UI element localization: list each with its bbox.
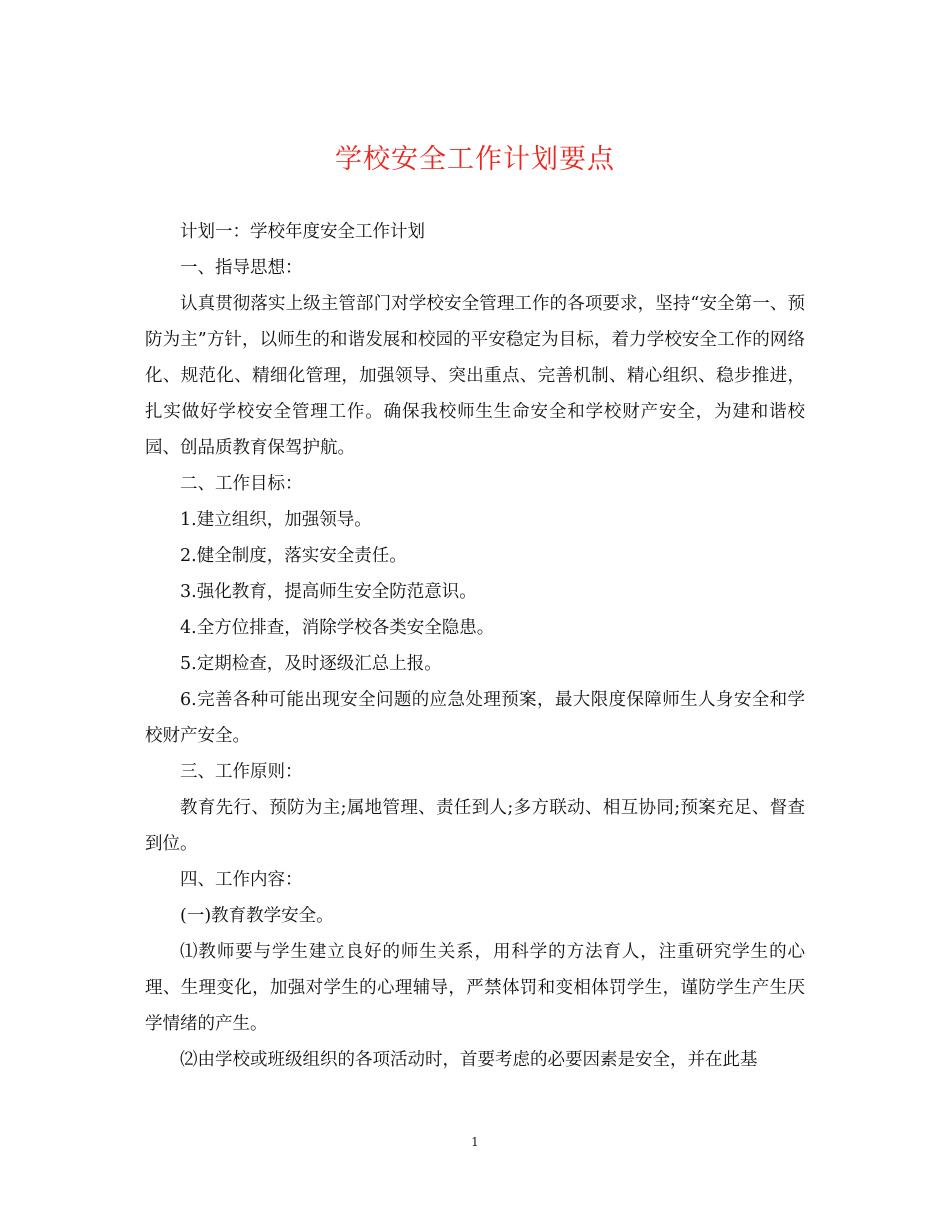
document-title: 学校安全工作计划要点 — [335, 144, 615, 175]
paragraph-item-2: ⑵由学校或班级组织的各项活动时，首要考虑的必要因素是安全，并在此基 — [180, 1050, 758, 1070]
paragraph-section-4-heading: 四、工作内容： — [180, 870, 303, 890]
paragraph-guiding-thought: 认真贯彻落实上级主管部门对学校安全管理工作的各项要求，坚持“安全第一、预防为主”方针，以师生的和谐发展和校园的平安稳定为目标，着力学校安全工作的网络化、规范化、精细化管理，加强领导、突出重点、完善机制、精心组织、稳步推进，扎实做好学校安全管理工作。确保我校师生生命安全和学校财产安全，为建和谐校园、创品质教育保驾护航。 — [145, 294, 805, 458]
paragraph-goal-5: 5.定期检查，及时逐级汇总上报。 — [180, 654, 442, 674]
page-number: 1 — [471, 1135, 479, 1149]
paragraph-goal-6: 6.完善各种可能出现安全问题的应急处理预案，最大限度保障师生人身安全和学校财产安全。 — [145, 690, 805, 746]
paragraph-item-1: ⑴教师要与学生建立良好的师生关系，用科学的方法育人，注重研究学生的心理、生理变化，加强对学生的心理辅导，严禁体罚和变相体罚学生，谨防学生产生厌学情绪的产生。 — [145, 942, 805, 1034]
paragraph-principles: 教育先行、预防为主;属地管理、责任到人;多方联动、相互协同;预案充足、督查到位。 — [145, 798, 805, 854]
paragraph-subsection-1-heading: (一)教育教学安全。 — [180, 906, 334, 926]
paragraph-goal-2: 2.健全制度，落实安全责任。 — [180, 546, 407, 566]
paragraph-goal-3: 3.强化教育，提高师生安全防范意识。 — [180, 582, 477, 602]
paragraph-goal-4: 4.全方位排查，消除学校各类安全隐患。 — [180, 618, 495, 638]
paragraph-section-1-heading: 一、指导思想： — [180, 258, 303, 278]
paragraph-goal-1: 1.建立组织，加强领导。 — [180, 510, 372, 530]
paragraph-plan-heading: 计划一：学校年度安全工作计划 — [180, 222, 425, 242]
paragraph-section-2-heading: 二、工作目标： — [180, 474, 303, 494]
paragraph-section-3-heading: 三、工作原则： — [180, 762, 303, 782]
document-body — [145, 214, 805, 1078]
